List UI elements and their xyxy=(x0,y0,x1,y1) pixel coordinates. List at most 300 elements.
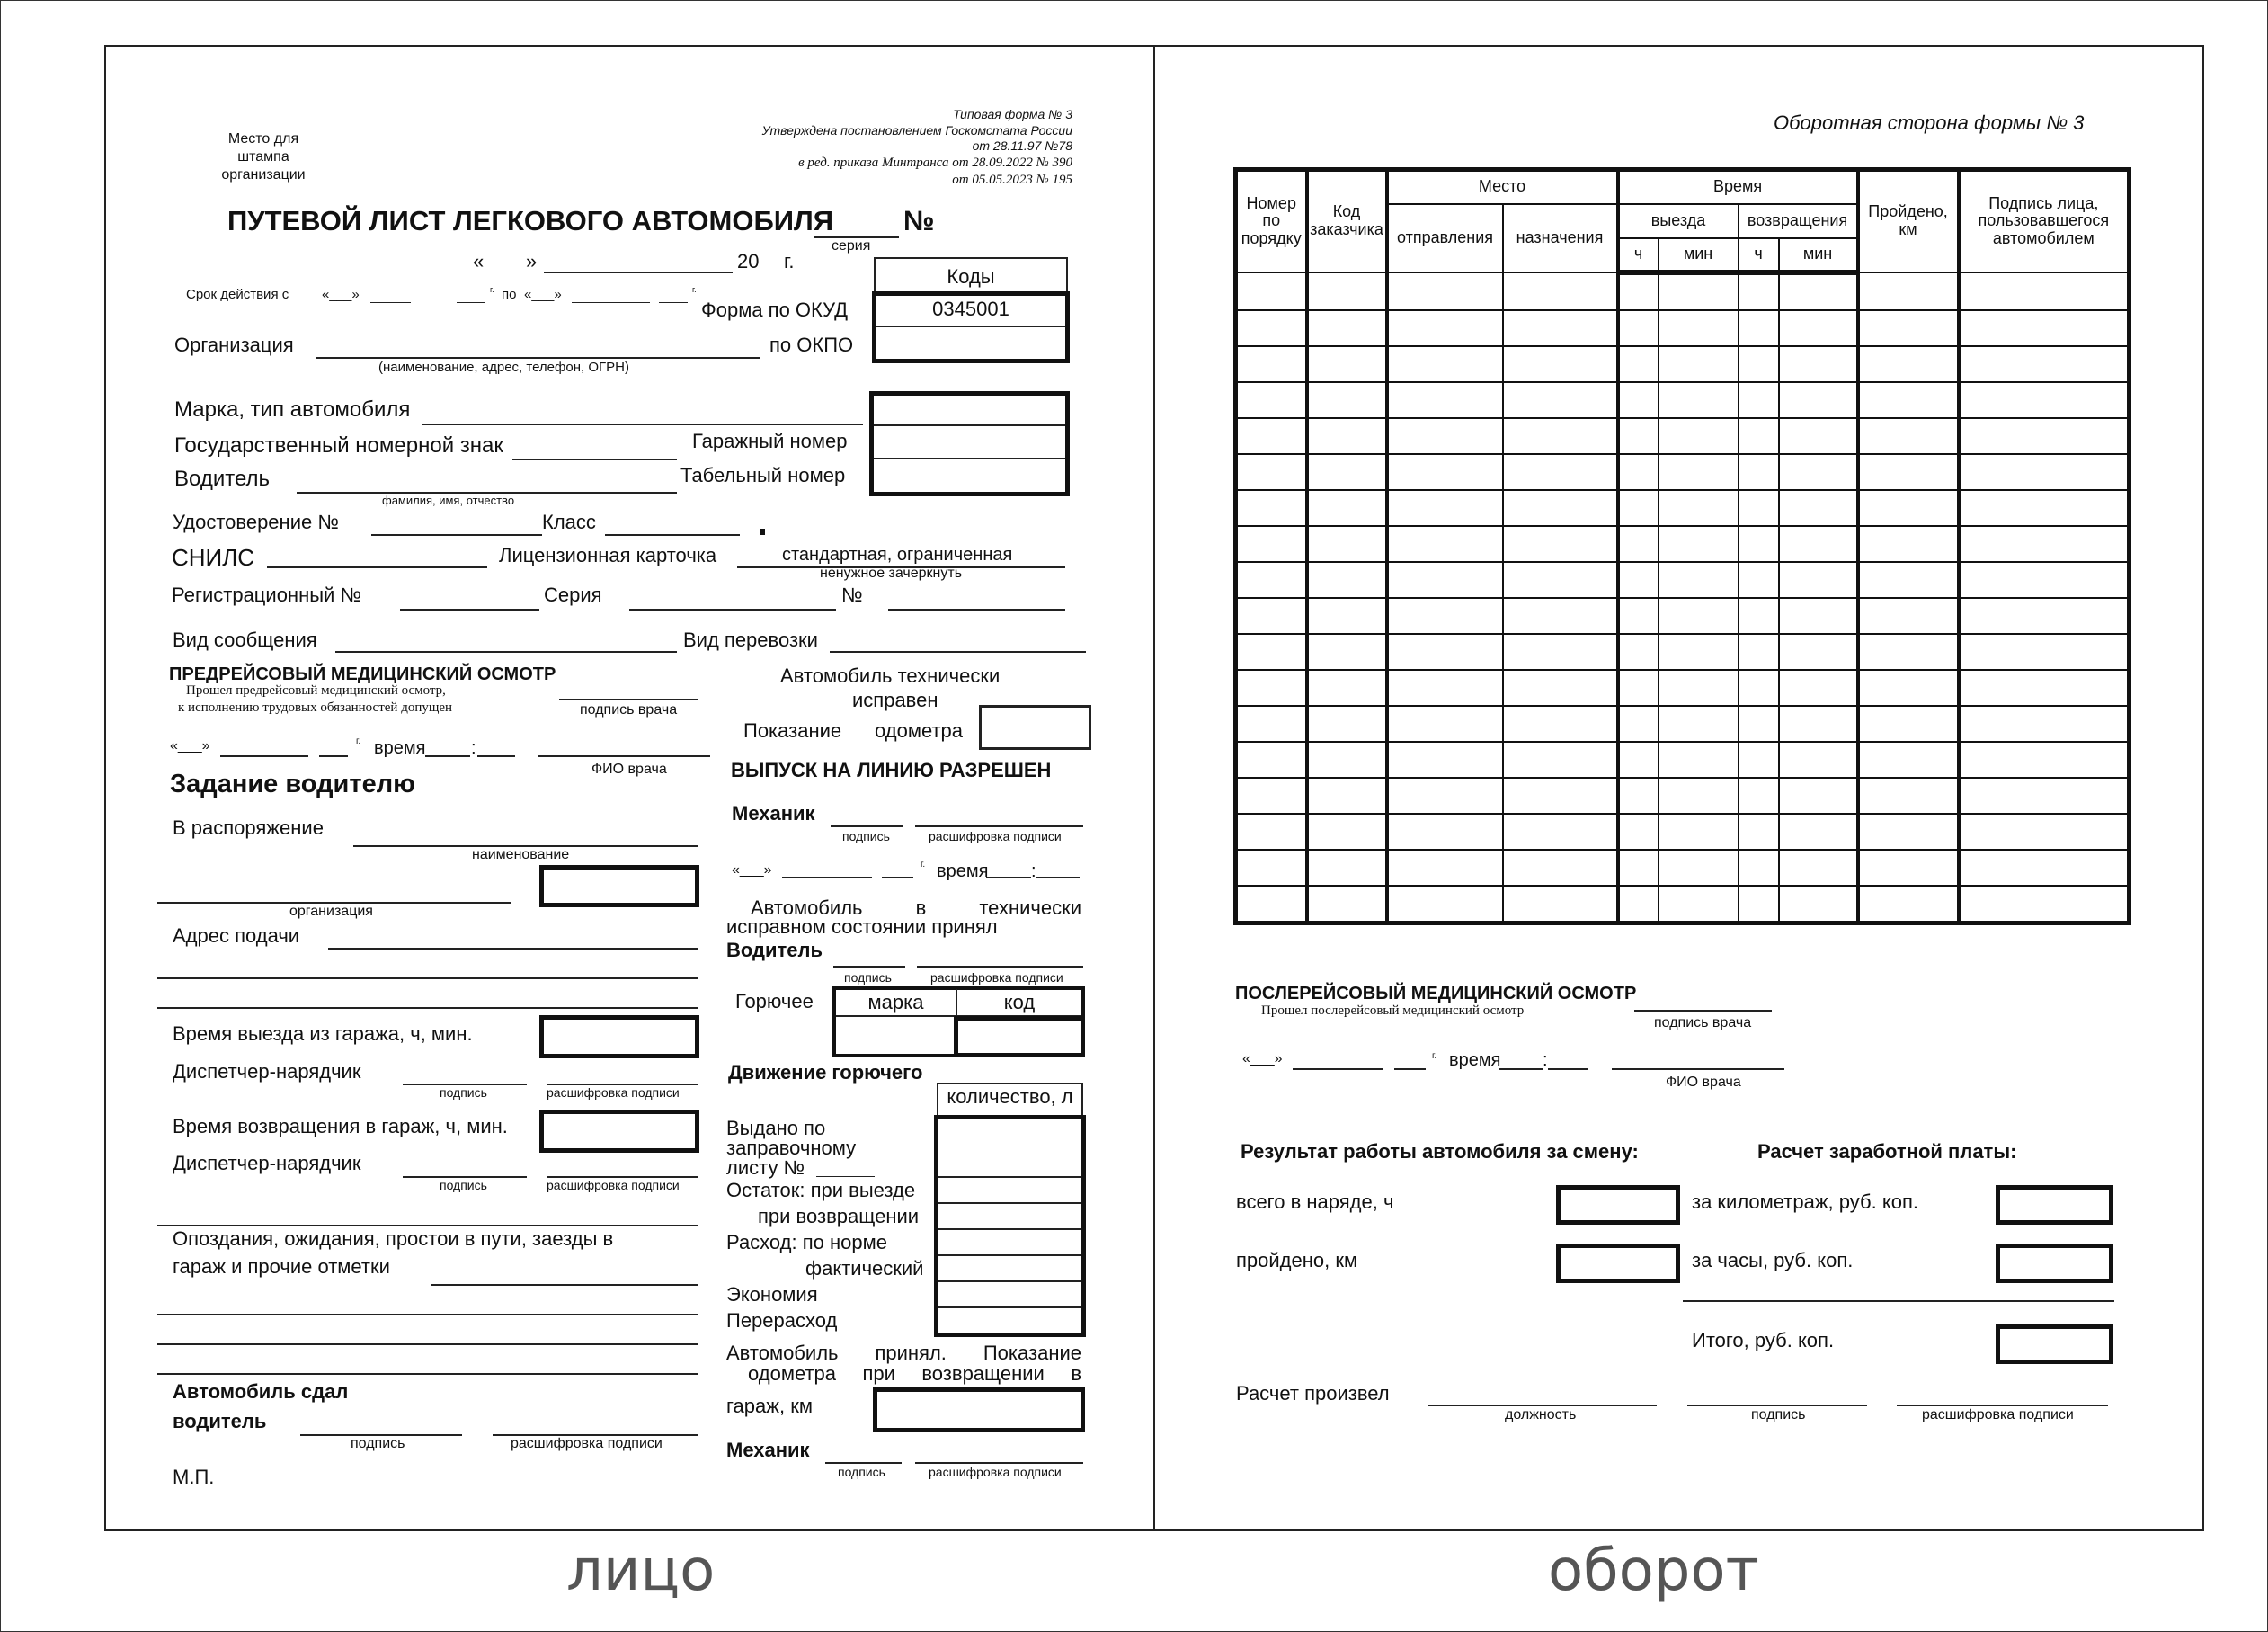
okud-label: Форма по ОКУД xyxy=(701,299,848,321)
fuel-qty-header: количество, л xyxy=(947,1085,1073,1108)
table-cell[interactable] xyxy=(1503,418,1618,454)
table-cell[interactable] xyxy=(1387,346,1503,382)
table-cell[interactable] xyxy=(1236,814,1307,850)
table-cell[interactable] xyxy=(1858,670,1959,706)
release-year-field[interactable] xyxy=(882,877,913,878)
table-cell[interactable] xyxy=(1387,886,1503,923)
postmed-hours-field[interactable] xyxy=(1499,1068,1543,1070)
table-cell[interactable] xyxy=(1739,346,1779,382)
postmed-sign-hint: подпись врача xyxy=(1654,1015,1752,1030)
release-minutes-field[interactable] xyxy=(1036,877,1080,878)
table-cell[interactable] xyxy=(1779,778,1858,814)
table-cell[interactable] xyxy=(1618,742,1659,778)
mechanic2-decode-field[interactable] xyxy=(915,1462,1083,1464)
postmed-month-field[interactable] xyxy=(1293,1068,1383,1070)
validity-from-day[interactable]: «___» xyxy=(322,287,360,302)
table-cell[interactable] xyxy=(1618,778,1659,814)
table-cell[interactable] xyxy=(1779,598,1858,634)
mechanic2-signature-field[interactable] xyxy=(825,1462,902,1464)
table-row xyxy=(1236,272,2130,310)
validity-from-year-line[interactable] xyxy=(457,302,485,303)
table-cell[interactable] xyxy=(1858,490,1959,526)
km-pay-label: за километраж, руб. коп. xyxy=(1692,1191,1918,1213)
km-total-label: пройдено, км xyxy=(1236,1249,1358,1271)
table-cell[interactable] xyxy=(1236,454,1307,490)
table-cell[interactable] xyxy=(1236,706,1307,742)
table-cell[interactable] xyxy=(1739,382,1779,418)
table-cell[interactable] xyxy=(1659,850,1739,886)
odometer-return-field[interactable] xyxy=(873,1387,1085,1432)
table-cell[interactable] xyxy=(1387,814,1503,850)
calc-by-position-field[interactable] xyxy=(1428,1405,1657,1406)
license-class-field[interactable] xyxy=(605,534,740,536)
delays-field-line3[interactable] xyxy=(157,1343,698,1345)
table-cell[interactable] xyxy=(1739,272,1779,310)
table-cell[interactable] xyxy=(1236,418,1307,454)
hours-total-field[interactable] xyxy=(1556,1185,1680,1225)
table-cell[interactable] xyxy=(1618,850,1659,886)
table-cell[interactable] xyxy=(1659,346,1739,382)
table-cell[interactable] xyxy=(1858,526,1959,562)
table-cell[interactable] xyxy=(1959,562,2130,598)
table-cell[interactable] xyxy=(1236,310,1307,346)
table-cell[interactable] xyxy=(1236,886,1307,923)
accepted-decode-hint: расшифровка подписи xyxy=(930,970,1063,985)
table-cell[interactable] xyxy=(1959,886,2130,923)
table-cell[interactable] xyxy=(1858,310,1959,346)
table-cell[interactable] xyxy=(1503,706,1618,742)
table-cell[interactable] xyxy=(1858,598,1959,634)
personnel-number-label: Табельный номер xyxy=(680,464,846,486)
postmed-g: г. xyxy=(1432,1051,1437,1061)
table-cell[interactable] xyxy=(1959,778,2130,814)
table-cell[interactable] xyxy=(1387,272,1503,310)
table-cell[interactable] xyxy=(1387,778,1503,814)
table-cell[interactable] xyxy=(1959,598,2130,634)
table-cell[interactable] xyxy=(1618,272,1659,310)
table-cell[interactable] xyxy=(1959,850,2130,886)
table-cell[interactable] xyxy=(1858,886,1959,923)
fuel-issued-line3: листу № xyxy=(726,1156,805,1179)
table-cell[interactable] xyxy=(1236,526,1307,562)
front-caption: лицо xyxy=(566,1538,716,1604)
table-cell[interactable] xyxy=(1779,526,1858,562)
postmed-minutes-field[interactable] xyxy=(1548,1068,1588,1070)
table-cell[interactable] xyxy=(1618,670,1659,706)
table-cell[interactable] xyxy=(1779,454,1858,490)
vehicle-field[interactable] xyxy=(422,424,863,425)
table-cell[interactable] xyxy=(1659,454,1739,490)
table-cell[interactable] xyxy=(1959,310,2130,346)
table-cell[interactable] xyxy=(1503,670,1618,706)
table-cell[interactable] xyxy=(1959,454,2130,490)
table-cell[interactable] xyxy=(1307,526,1387,562)
table-cell[interactable] xyxy=(1503,598,1618,634)
premed-minutes-field[interactable] xyxy=(477,755,515,757)
table-cell[interactable] xyxy=(1659,634,1739,670)
table-cell[interactable] xyxy=(1959,418,2130,454)
table-cell[interactable] xyxy=(1236,272,1307,310)
table-cell[interactable] xyxy=(1858,742,1959,778)
validity-to-day[interactable]: «___» xyxy=(524,287,562,302)
registration-no-field[interactable] xyxy=(888,609,1065,611)
table-cell[interactable] xyxy=(1739,670,1779,706)
table-cell[interactable] xyxy=(1739,490,1779,526)
table-cell[interactable] xyxy=(1307,346,1387,382)
table-cell[interactable] xyxy=(1307,490,1387,526)
message-type-field[interactable] xyxy=(335,651,677,653)
postmed-doctor-name-field[interactable] xyxy=(1612,1068,1784,1070)
table-cell[interactable] xyxy=(1739,418,1779,454)
trip-log-table xyxy=(1233,167,2131,925)
table-cell[interactable] xyxy=(1503,490,1618,526)
km-total-field[interactable] xyxy=(1556,1244,1680,1283)
release-month-field[interactable] xyxy=(782,877,872,878)
table-cell[interactable] xyxy=(1503,526,1618,562)
table-cell[interactable] xyxy=(1307,454,1387,490)
table-cell[interactable] xyxy=(1618,310,1659,346)
table-cell[interactable] xyxy=(1387,850,1503,886)
table-cell[interactable] xyxy=(1779,850,1858,886)
fuel-brand-field[interactable] xyxy=(836,1017,954,1054)
accepted-driver-decode-field[interactable] xyxy=(917,966,1083,968)
premed-doctor-name-field[interactable] xyxy=(538,755,710,757)
vehicle-codes-box xyxy=(869,391,1070,496)
delays-field-line2[interactable] xyxy=(157,1314,698,1315)
handover-sign-hint: подпись xyxy=(351,1436,405,1451)
table-cell[interactable] xyxy=(1858,272,1959,310)
premed-date[interactable]: «___» xyxy=(170,738,210,754)
table-cell[interactable] xyxy=(1659,598,1739,634)
table-cell[interactable] xyxy=(1739,310,1779,346)
table-cell[interactable] xyxy=(1387,742,1503,778)
table-cell[interactable] xyxy=(1858,634,1959,670)
calc-by-decode-field[interactable] xyxy=(1897,1405,2108,1406)
table-cell[interactable] xyxy=(1307,706,1387,742)
table-cell[interactable] xyxy=(1307,742,1387,778)
table-cell[interactable] xyxy=(1779,310,1858,346)
table-cell[interactable] xyxy=(1959,490,2130,526)
hours-pay-field[interactable] xyxy=(1996,1244,2113,1283)
table-cell[interactable] xyxy=(1618,490,1659,526)
table-cell[interactable] xyxy=(1858,382,1959,418)
table-cell[interactable] xyxy=(1858,454,1959,490)
calc-by-sign-hint: подпись xyxy=(1751,1407,1806,1422)
release-time-label: время xyxy=(937,861,989,881)
address-field-line2[interactable] xyxy=(157,977,698,979)
header-departure-time: выезда xyxy=(1618,204,1739,238)
postmed-date[interactable]: «___» xyxy=(1242,1051,1283,1066)
table-cell[interactable] xyxy=(1387,526,1503,562)
table-cell[interactable] xyxy=(1307,562,1387,598)
table-cell[interactable] xyxy=(1307,272,1387,310)
table-cell[interactable] xyxy=(1503,742,1618,778)
table-cell[interactable] xyxy=(1659,886,1739,923)
validity-to-year-line[interactable] xyxy=(659,302,688,303)
premed-time-sep: : xyxy=(471,738,476,758)
table-cell[interactable] xyxy=(1739,706,1779,742)
release-mechanic-decode-field[interactable] xyxy=(915,825,1083,827)
table-cell[interactable] xyxy=(1236,382,1307,418)
premed-year-field[interactable] xyxy=(319,755,348,757)
table-cell[interactable] xyxy=(1858,814,1959,850)
table-cell[interactable] xyxy=(1387,418,1503,454)
organization-field[interactable] xyxy=(316,357,760,359)
table-cell[interactable] xyxy=(1659,382,1739,418)
address-field-line3[interactable] xyxy=(157,1007,698,1009)
table-cell[interactable] xyxy=(1858,562,1959,598)
table-cell[interactable] xyxy=(1739,886,1779,923)
table-row xyxy=(1236,598,2130,634)
table-cell[interactable] xyxy=(1858,418,1959,454)
table-cell[interactable] xyxy=(1307,850,1387,886)
table-cell[interactable] xyxy=(1959,670,2130,706)
table-cell[interactable] xyxy=(1959,382,2130,418)
table-cell[interactable] xyxy=(1779,706,1858,742)
table-row xyxy=(1236,634,2130,670)
table-row xyxy=(1236,778,2130,814)
table-cell[interactable] xyxy=(1236,742,1307,778)
registration-number-field[interactable] xyxy=(400,609,539,611)
table-cell[interactable] xyxy=(1503,850,1618,886)
table-cell[interactable] xyxy=(1659,778,1739,814)
table-cell[interactable] xyxy=(1503,814,1618,850)
table-cell[interactable] xyxy=(1959,814,2130,850)
km-pay-field[interactable] xyxy=(1996,1185,2113,1225)
table-cell[interactable] xyxy=(1959,526,2130,562)
table-cell[interactable] xyxy=(1618,562,1659,598)
departure-time-field[interactable] xyxy=(539,1015,699,1058)
postmed-doctor-signature-field[interactable] xyxy=(1634,1010,1772,1012)
table-cell[interactable] xyxy=(1779,272,1858,310)
trip-log-body xyxy=(1236,272,2130,923)
disposal-name-hint: наименование xyxy=(472,847,570,862)
mechanic2-decode-hint: расшифровка подписи xyxy=(929,1465,1062,1479)
table-cell[interactable] xyxy=(1779,670,1858,706)
table-cell[interactable] xyxy=(1618,706,1659,742)
table-cell[interactable] xyxy=(1618,454,1659,490)
disposal-code-field[interactable] xyxy=(539,865,699,907)
release-time-sep: : xyxy=(1031,861,1036,881)
table-cell[interactable] xyxy=(1779,886,1858,923)
table-cell[interactable] xyxy=(1618,346,1659,382)
table-cell[interactable] xyxy=(1739,778,1779,814)
table-cell[interactable] xyxy=(1659,272,1739,310)
table-cell[interactable] xyxy=(1858,850,1959,886)
table-cell[interactable] xyxy=(1387,382,1503,418)
delays-line1: Опоздания, ожидания, простои в пути, заезды в xyxy=(173,1227,614,1250)
fuel-qty-row-divider xyxy=(938,1228,1081,1230)
table-cell[interactable] xyxy=(1618,634,1659,670)
plate-field[interactable] xyxy=(512,459,677,460)
snils-label: СНИЛС xyxy=(172,544,255,571)
disposal-org-hint: организация xyxy=(289,904,373,919)
tech-ok-line2: исправен xyxy=(852,689,938,711)
table-cell[interactable] xyxy=(1503,886,1618,923)
snils-field[interactable] xyxy=(267,566,487,568)
return-accept-line1: Автомобиль принял. Показание xyxy=(726,1342,1081,1364)
premed-doctor-signature-field[interactable] xyxy=(559,699,698,700)
table-cell[interactable] xyxy=(1307,670,1387,706)
table-row xyxy=(1236,490,2130,526)
table-cell[interactable] xyxy=(1779,490,1858,526)
table-cell[interactable] xyxy=(1503,562,1618,598)
table-cell[interactable] xyxy=(1659,562,1739,598)
transport-type-field[interactable] xyxy=(830,651,1086,653)
stamp-place-mp: М.П. xyxy=(173,1466,215,1488)
table-cell[interactable] xyxy=(1959,634,2130,670)
table-cell[interactable] xyxy=(1503,310,1618,346)
table-cell[interactable] xyxy=(1858,778,1959,814)
table-cell[interactable] xyxy=(1779,382,1858,418)
table-cell[interactable] xyxy=(1659,526,1739,562)
table-cell[interactable] xyxy=(1659,310,1739,346)
table-cell[interactable] xyxy=(1618,526,1659,562)
delays-field-line4[interactable] xyxy=(157,1373,698,1375)
table-cell[interactable] xyxy=(1307,598,1387,634)
table-cell[interactable] xyxy=(1236,562,1307,598)
table-cell[interactable] xyxy=(1503,778,1618,814)
table-cell[interactable] xyxy=(1236,670,1307,706)
table-cell[interactable] xyxy=(1236,598,1307,634)
table-cell[interactable] xyxy=(1307,886,1387,923)
codes-divider xyxy=(876,326,1065,327)
table-cell[interactable] xyxy=(1659,670,1739,706)
table-cell[interactable] xyxy=(1779,346,1858,382)
table-cell[interactable] xyxy=(1387,454,1503,490)
validity-to-month-line[interactable] xyxy=(572,302,650,303)
vehicle-codes-divider-1 xyxy=(874,424,1065,426)
table-cell[interactable] xyxy=(1779,742,1858,778)
table-cell[interactable] xyxy=(1387,310,1503,346)
table-cell[interactable] xyxy=(1618,886,1659,923)
delays-field[interactable] xyxy=(431,1284,698,1286)
table-cell[interactable] xyxy=(1387,490,1503,526)
table-cell[interactable] xyxy=(1307,814,1387,850)
calc-by-signature-field[interactable] xyxy=(1687,1405,1867,1406)
table-cell[interactable] xyxy=(1858,706,1959,742)
table-cell[interactable] xyxy=(1858,346,1959,382)
address-field[interactable] xyxy=(328,948,698,950)
table-cell[interactable] xyxy=(1236,490,1307,526)
stamp-place-line1: Место для xyxy=(227,131,299,147)
vehicle-codes-divider-2 xyxy=(874,458,1065,459)
fuel-rest-departure-label: Остаток: при выезде xyxy=(726,1179,916,1201)
table-cell[interactable] xyxy=(1959,742,2130,778)
date-month-line[interactable] xyxy=(544,272,733,273)
table-cell[interactable] xyxy=(1236,346,1307,382)
table-cell[interactable] xyxy=(1236,850,1307,886)
table-cell[interactable] xyxy=(1739,562,1779,598)
table-cell[interactable] xyxy=(1739,634,1779,670)
table-cell[interactable] xyxy=(1659,490,1739,526)
release-mechanic-signature-field[interactable] xyxy=(831,825,903,827)
calc-by-decode-hint: расшифровка подписи xyxy=(1922,1407,2074,1422)
table-cell[interactable] xyxy=(1739,526,1779,562)
table-cell[interactable] xyxy=(1739,454,1779,490)
table-cell[interactable] xyxy=(1959,272,2130,310)
table-cell[interactable] xyxy=(1387,598,1503,634)
release-hours-field[interactable] xyxy=(986,877,1031,878)
fuel-issued-line1: Выдано по xyxy=(726,1117,826,1139)
address-label: Адрес подачи xyxy=(173,924,300,947)
table-cell[interactable] xyxy=(1739,598,1779,634)
table-cell[interactable] xyxy=(1659,742,1739,778)
return-time-field[interactable] xyxy=(539,1110,699,1153)
header-return-hours: ч xyxy=(1739,238,1779,272)
fuel-code-field[interactable] xyxy=(954,1016,1085,1057)
table-cell[interactable] xyxy=(1779,634,1858,670)
table-cell[interactable] xyxy=(1503,346,1618,382)
table-cell[interactable] xyxy=(1659,814,1739,850)
table-cell[interactable] xyxy=(1739,742,1779,778)
table-cell[interactable] xyxy=(1739,814,1779,850)
table-cell[interactable] xyxy=(1618,418,1659,454)
table-cell[interactable] xyxy=(1387,634,1503,670)
license-number-field[interactable] xyxy=(371,534,542,536)
validity-g2: г. xyxy=(692,285,697,294)
date-open-quote: « xyxy=(473,250,485,272)
salary-separator xyxy=(1683,1300,2114,1302)
table-cell[interactable] xyxy=(1387,670,1503,706)
header-customer-code: Код заказчика xyxy=(1307,170,1387,272)
fuel-brand-header: марка xyxy=(867,991,924,1013)
odometer-start-field[interactable] xyxy=(979,705,1091,750)
table-cell[interactable] xyxy=(1307,310,1387,346)
table-cell[interactable] xyxy=(1503,272,1618,310)
license-card-options: стандартная, ограниченная xyxy=(782,545,1013,565)
accepted-driver-signature-field[interactable] xyxy=(833,966,905,968)
header-return-minutes: мин xyxy=(1779,238,1858,272)
release-date[interactable]: «___» xyxy=(732,862,772,878)
postmed-year-field[interactable] xyxy=(1394,1068,1426,1070)
premed-hours-field[interactable] xyxy=(425,755,470,757)
table-cell[interactable] xyxy=(1387,562,1503,598)
table-cell[interactable] xyxy=(1307,778,1387,814)
fuel-sheet-number-field[interactable] xyxy=(816,1176,875,1177)
calc-by-position-hint: должность xyxy=(1505,1407,1577,1422)
table-cell[interactable] xyxy=(1618,598,1659,634)
table-cell[interactable] xyxy=(1779,418,1858,454)
table-cell[interactable] xyxy=(1387,706,1503,742)
premed-month-field[interactable] xyxy=(220,755,308,757)
table-cell[interactable] xyxy=(1739,850,1779,886)
table-cell[interactable] xyxy=(1659,418,1739,454)
table-cell[interactable] xyxy=(1618,382,1659,418)
fuel-movement-title: Движение горючего xyxy=(728,1061,923,1084)
table-cell[interactable] xyxy=(1779,814,1858,850)
table-cell[interactable] xyxy=(1959,706,2130,742)
total-pay-field[interactable] xyxy=(1996,1324,2113,1364)
table-row xyxy=(1236,850,2130,886)
postmed-title: ПОСЛЕРЕЙСОВЫЙ МЕДИЦИНСКИЙ ОСМОТР xyxy=(1235,984,1637,1003)
table-cell[interactable] xyxy=(1618,814,1659,850)
table-cell[interactable] xyxy=(1503,634,1618,670)
table-cell[interactable] xyxy=(1307,418,1387,454)
table-cell[interactable] xyxy=(1779,562,1858,598)
fuel-rest-return-label: при возвращении xyxy=(758,1205,920,1227)
table-cell[interactable] xyxy=(1659,706,1739,742)
table-cell[interactable] xyxy=(1503,454,1618,490)
table-cell[interactable] xyxy=(1307,634,1387,670)
registration-series-field[interactable] xyxy=(629,609,836,611)
header-signature: Подпись лица, пользовавшегося автомобилем xyxy=(1959,170,2130,272)
table-cell[interactable] xyxy=(1503,382,1618,418)
table-cell[interactable] xyxy=(1236,634,1307,670)
table-cell[interactable] xyxy=(1959,346,2130,382)
table-cell[interactable] xyxy=(1236,778,1307,814)
table-cell[interactable] xyxy=(1307,382,1387,418)
